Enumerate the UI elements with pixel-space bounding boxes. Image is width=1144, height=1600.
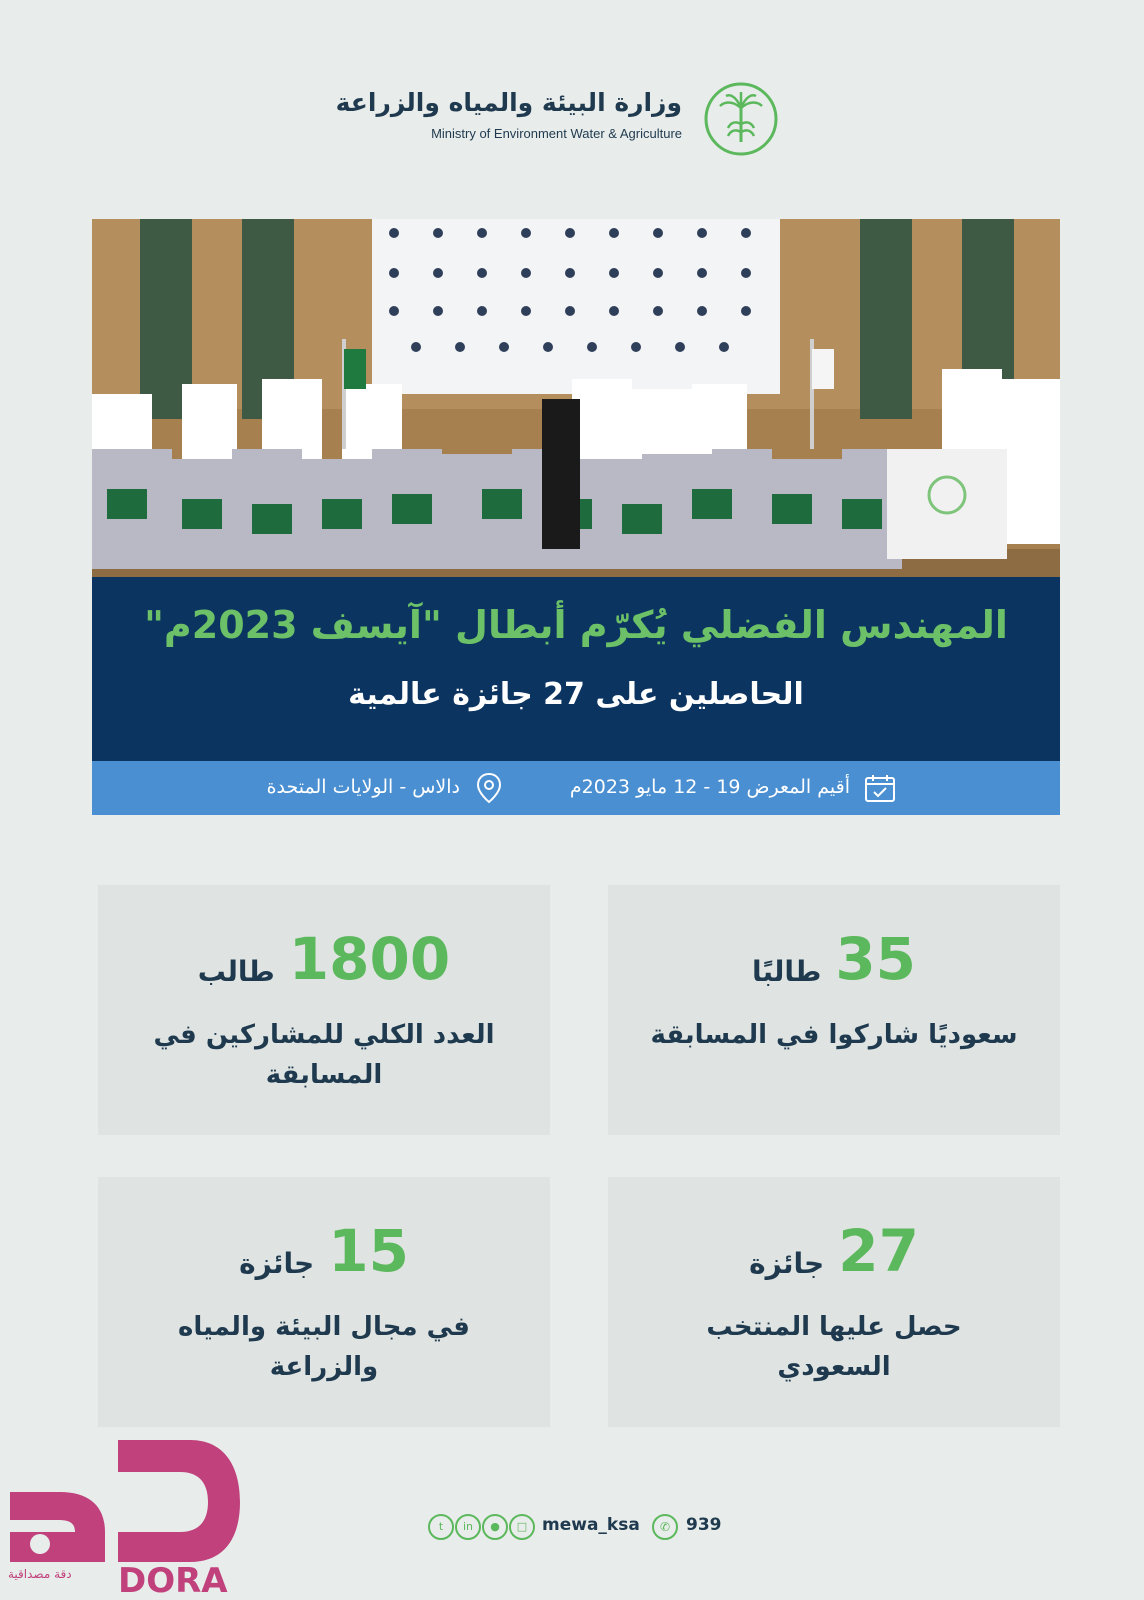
dora-watermark-logo: [0, 1432, 250, 1600]
stat-description: العدد الكلي للمشاركين في المسابقة: [153, 1020, 495, 1090]
calendar-check-icon: [864, 773, 896, 803]
main-headline: المهندس الفضلي يُكرّم أبطال "آيسف 2023م": [144, 603, 1008, 647]
social-handle[interactable]: mewa_ksa: [542, 1515, 640, 1535]
stat-unit: طالب: [197, 954, 275, 988]
phone-number[interactable]: 939: [686, 1515, 722, 1535]
stat-number: 35: [835, 925, 917, 993]
watermark-arabic: دقة مصداقية: [8, 1567, 72, 1581]
ministry-name-arabic: وزارة البيئة والمياه والزراعة: [335, 88, 682, 117]
ministry-name-english: Ministry of Environment Water & Agriculture: [431, 126, 682, 141]
stat-unit: طالبًا: [751, 954, 822, 988]
stat-card-awards-environment: [98, 1177, 550, 1427]
stat-unit: جائزة: [239, 1246, 315, 1280]
title-banner: [92, 577, 1060, 761]
stat-number: 27: [838, 1217, 919, 1285]
ministry-emblem-icon: [702, 80, 780, 158]
watermark-latin: DORA: [118, 1561, 228, 1600]
stat-description: في مجال البيئة والمياه والزراعة: [178, 1312, 470, 1382]
stat-card-total-participants: [98, 885, 550, 1135]
snapchat-icon[interactable]: ●: [482, 1514, 508, 1540]
stat-number: 15: [328, 1217, 409, 1285]
phone-icon: ✆: [652, 1514, 678, 1540]
event-location: دالاس - الولايات المتحدة: [266, 776, 460, 798]
stat-description: سعوديًا شاركوا في المسابقة: [650, 1020, 1018, 1050]
stat-card-saudi-participants: [608, 885, 1060, 1135]
stat-card-awards-total: [608, 1177, 1060, 1427]
twitter-icon[interactable]: t: [428, 1514, 454, 1540]
event-date: أقيم المعرض 19 - 12 مايو 2023م: [569, 776, 850, 798]
event-info-bar: [92, 761, 1060, 815]
stat-number: 1800: [288, 925, 451, 993]
instagram-icon[interactable]: □: [509, 1514, 535, 1540]
sub-headline: الحاصلين على 27 جائزة عالمية: [348, 677, 804, 712]
group-photo: [92, 219, 1060, 577]
stat-unit: جائزة: [749, 1246, 825, 1280]
stat-description: حصل عليها المنتخب السعودي: [706, 1312, 962, 1382]
ministry-header: [335, 80, 780, 160]
linkedin-icon[interactable]: in: [455, 1514, 481, 1540]
location-pin-icon: [476, 772, 502, 804]
